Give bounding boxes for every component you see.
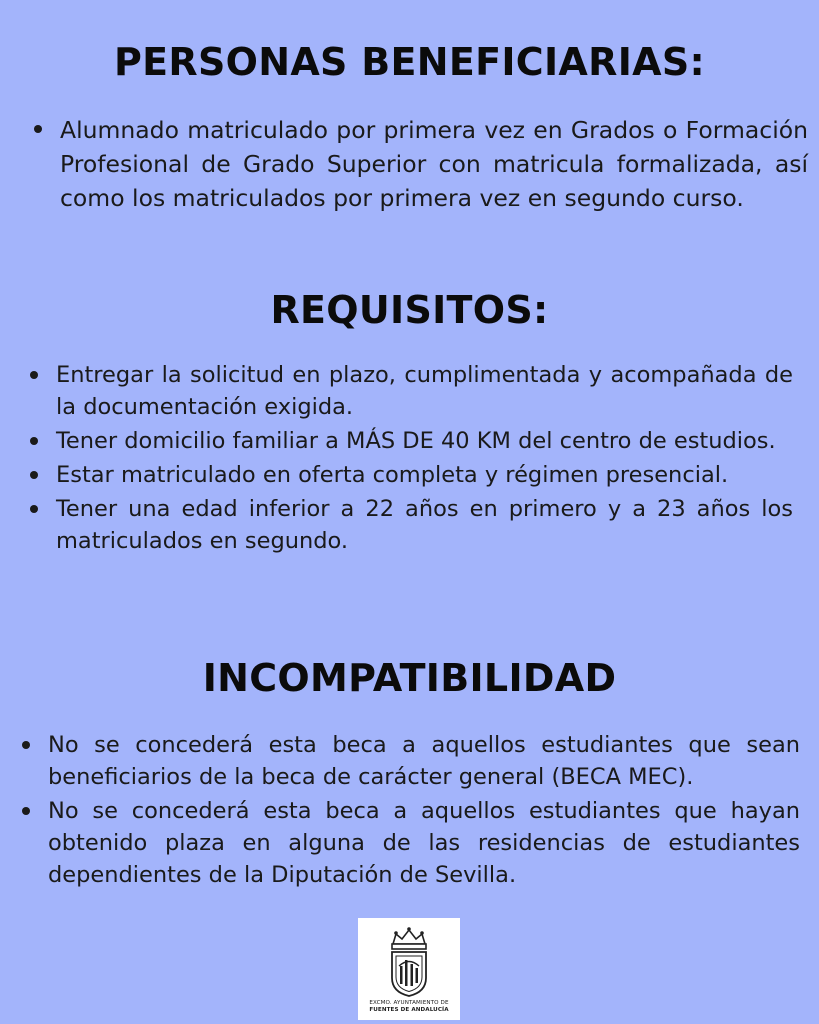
section-title-incompatibilidad: INCOMPATIBILIDAD [202,656,617,700]
section-title-beneficiarias: PERSONAS BENEFICIARIAS: [113,40,706,84]
list-incompatibilidad [22,729,800,891]
list-item: No se concederá esta beca a aquellos estudiantes que hayan obtenido plaza en alguna de las residencias de estudiantes dependientes de la Diputación de Sevilla. [22,795,800,891]
list-item: Estar matriculado en oferta completa y régimen presencial. [30,459,793,491]
list-requisitos [30,359,793,557]
list-item: Entregar la solicitud en plazo, cumplimentada y acompañada de la documentación exigida. [30,359,793,423]
logo-line-1: EXCMO. AYUNTAMIENTO DE [369,1000,449,1006]
section-title-requisitos: REQUISITOS: [270,288,549,332]
list-item: Tener una edad inferior a 22 años en primero y a 23 años los matriculados en segundo. [30,493,793,557]
list-item: Tener domicilio familiar a MÁS DE 40 KM del centro de estudios. [30,425,793,457]
list-item: No se concederá esta beca a aquellos estudiantes que sean beneficiarios de la beca de carácter general (BECA MEC). [22,729,800,793]
municipality-logo [358,918,460,1020]
logo-line-2: FUENTES DE ANDALUCÍA [369,1007,449,1013]
list-beneficiarias [34,113,808,215]
coat-of-arms-icon [386,926,432,998]
list-item: Alumnado matriculado por primera vez en Grados o Formación Profesional de Grado Superior con matricula formalizada, así como los matriculados por primera vez en segundo curso. [34,113,808,215]
